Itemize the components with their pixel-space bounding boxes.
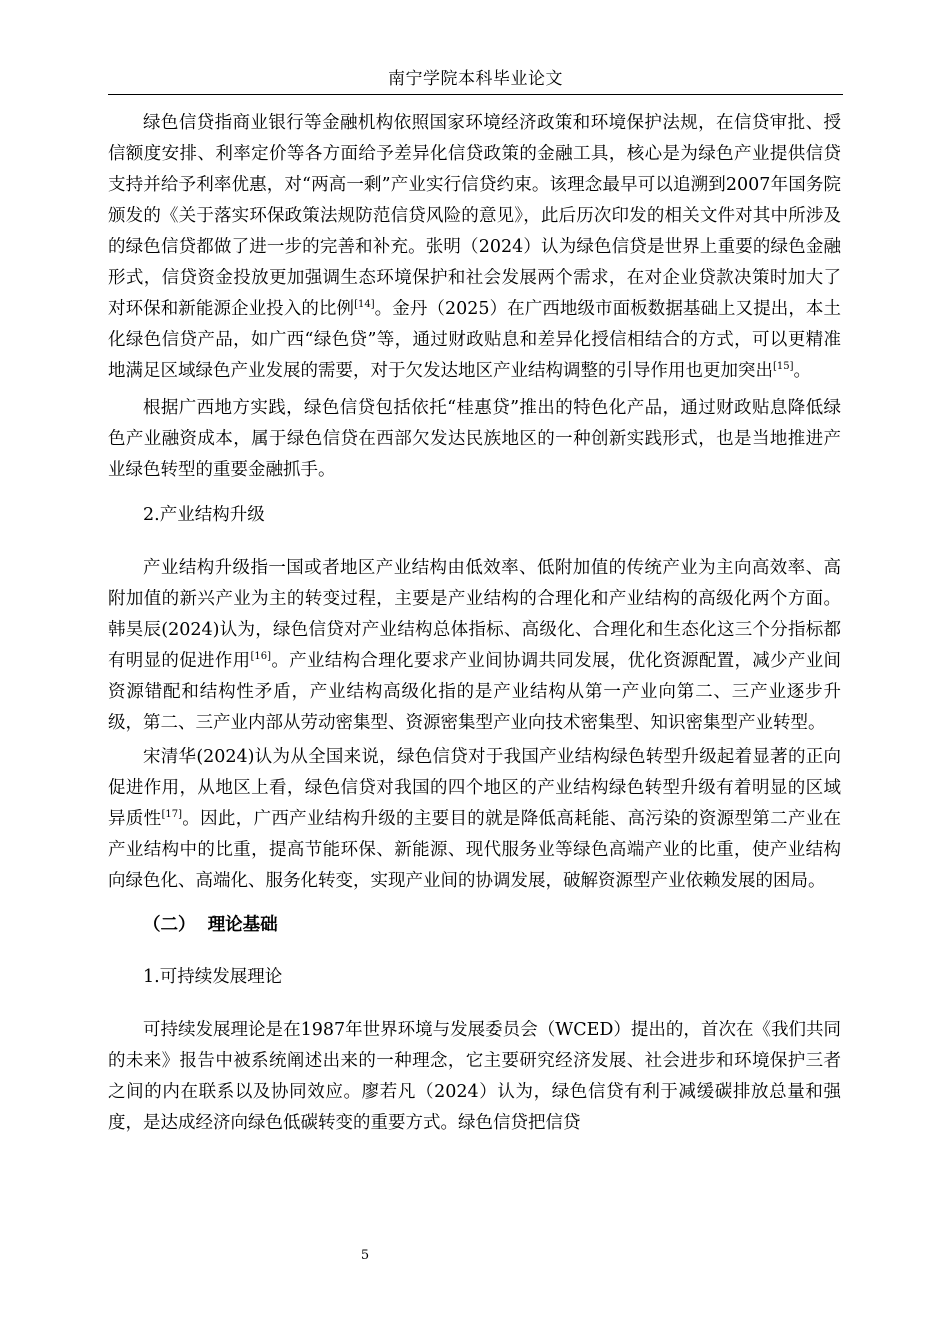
citation-15: [15] (773, 361, 794, 373)
citation-14: [14] (354, 299, 375, 311)
paragraph-song-qinghua (108, 742, 841, 897)
page-number: 5 (360, 1248, 370, 1263)
paragraph-sustainable-development (108, 1015, 841, 1139)
paragraph-text: 宋清华(2024)认为从全国来说，绿色信贷对于我国产业结构绿色转型升级起着显著的正向促进作用，从地区上看，绿色信贷对我国的四个地区的产业结构绿色转型升级有着明显的区域异质性 (108, 747, 841, 829)
page-header: 南宁学院本科毕业论文 (388, 69, 563, 89)
citation-17: [17] (161, 809, 182, 821)
paragraph-text: 。 (793, 361, 812, 381)
section-number: （二） (143, 915, 196, 935)
paragraph-industrial-upgrading-definition (108, 553, 841, 739)
paragraph-text: 根据广西地方实践，绿色信贷包括依托“桂惠贷”推出的特色化产品，通过财政贴息降低绿色产业融资成本，属于绿色信贷在西部欠发达民族地区的一种创新实践形式，也是当地推进产业绿色转型的重要金融抓手。 (108, 398, 841, 480)
paragraph-text: 。产业结构合理化要求产业间协调共同发展，优化资源配置，减少产业间资源错配和结构性矛盾，产业结构高级化指的是产业结构从第一产业向第二、三产业逐步升级，第二、三产业内部从劳动密集型、资源密集型产业向技术密集型、知识密集型产业转型。 (108, 651, 842, 733)
paragraph-text: 可持续发展理论是在1987年世界环境与发展委员会（WCED）提出的，首次在《我们共同的未来》报告中被系统阐述出来的一种理念，它主要研究经济发展、社会进步和环境保护三者之间的内在联系以及协同效应。廖若凡（2024）认为，绿色信贷有利于减缓碳排放总量和强度，是达成经济向绿色低碳转变的重要方式。绿色信贷把信贷 (108, 1020, 841, 1133)
paragraph-green-credit-definition (108, 108, 841, 387)
section-heading-theory (108, 910, 841, 941)
page-body (108, 108, 841, 1142)
subheading-industrial-upgrading: 2.产业结构升级 (143, 505, 265, 525)
section-title: 理论基础 (207, 915, 278, 935)
subheading-sustainable-development: 1.可持续发展理论 (143, 967, 283, 987)
paragraph-text: 产业结构升级指一国或者地区产业结构由低效率、低附加值的传统产业为主向高效率、高附加值的新兴产业为主的转变过程，主要是产业结构的合理化和产业结构的高级化两个方面。韩昊辰(2024)认为，绿色信贷对产业结构总体指标、高级化、合理化和生态化这三个分指标都有明显的促进作用 (108, 558, 841, 671)
paragraph-text: 。金丹（2025）在广西地级市面板数据基础上又提出，本土化绿色信贷产品，如广西“绿色贷”等，通过财政贴息和差异化授信相结合的方式，可以更精准地满足区域绿色产业发展的需要，对于欠发达地区产业结构调整的引导作用也更加突出 (108, 299, 842, 381)
header-rule (108, 94, 843, 95)
paragraph-guangxi-practice (108, 393, 841, 486)
citation-16: [16] (250, 651, 272, 663)
paragraph-text: 绿色信贷指商业银行等金融机构依照国家环境经济政策和环境保护法规，在信贷审批、授信额度安排、利率定价等各方面给予差异化信贷政策的金融工具，核心是为绿色产业提供信贷支持并给予利率优惠，对“两高一剩”产业实行信贷约束。该理念最早可以追溯到2007年国务院颁发的《关于落实环保政策法规防范信贷风险的意见》，此后历次印发的相关文件对其中所涉及的绿色信贷都做了进一步的完善和补充。张明（2024）认为绿色信贷是世界上重要的绿色金融形式，信贷资金投放更加强调生态环境保护和社会发展两个需求，在对企业贷款决策时加大了对环保和新能源企业投入的比例 (108, 113, 841, 319)
paragraph-text: 。因此，广西产业结构升级的主要目的就是降低高耗能、高污染的资源型第二产业在产业结构中的比重，提高节能环保、新能源、现代服务业等绿色高端产业的比重，使产业结构向绿色化、高端化、服务化转变，实现产业间的协调发展，破解资源型产业依赖发展的困局。 (108, 809, 841, 891)
